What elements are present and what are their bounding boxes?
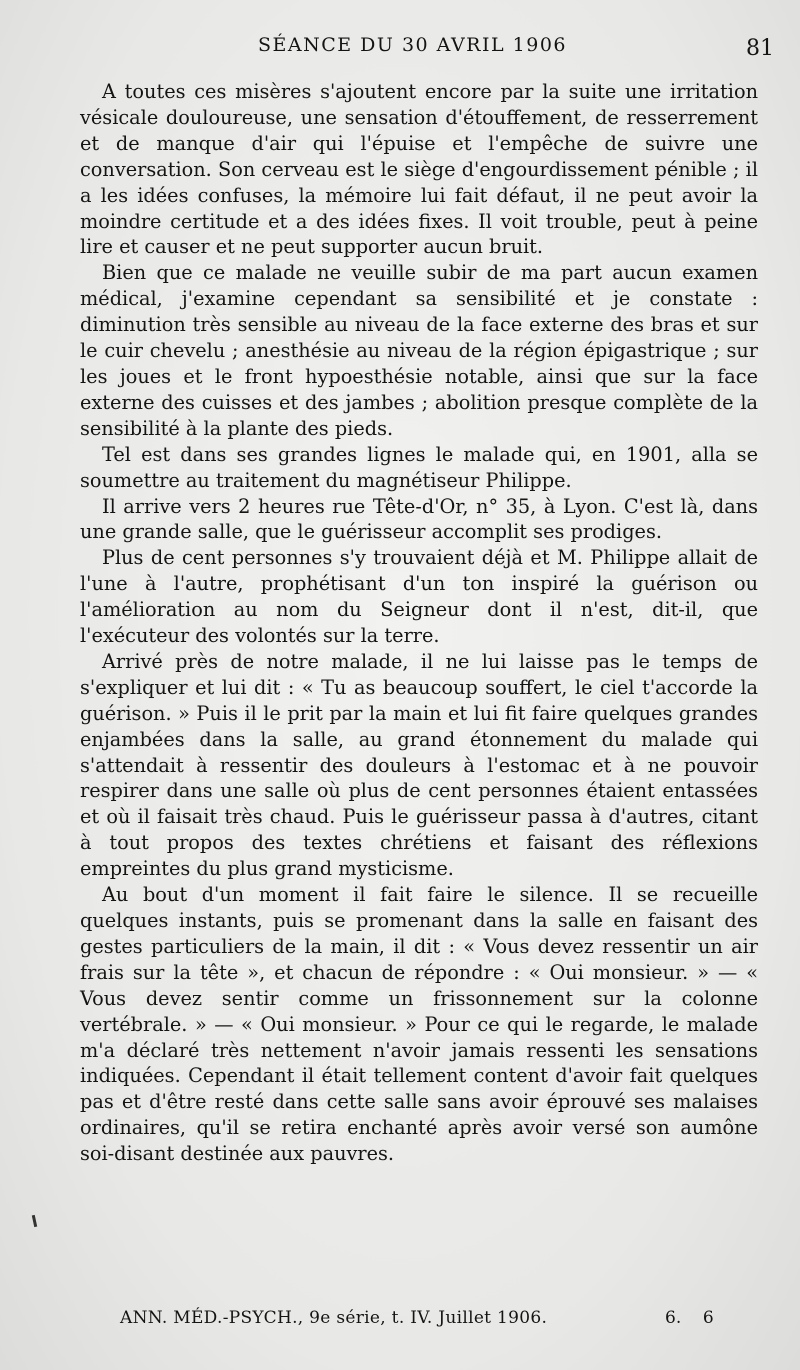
body-text [80, 79, 758, 1167]
paragraph-1: A toutes ces misères s'ajoutent encore par la suite une irritation vésicale douloureuse, une sensation d'étouffement, de resserrement et de manque d'air qui l'épuise et l'empêche de suivre une conversation. Son cerveau est le siège d'engourdissement pénible ; il a les idées confuses, la mémoire lui fait défaut, il ne peut avoir la moindre certitude et a des idées fixes. Il voit trouble, peut à peine lire et causer et ne peut supporter aucun bruit. [80, 80, 758, 259]
page-number: 81 [746, 36, 774, 61]
paragraph-6: Arrivé près de notre malade, il ne lui laisse pas le temps de s'expliquer et lui dit : « Tu as beaucoup souffert, le ciel t'accorde la guérison. » Puis il le prit par la main et lui fit faire quelques grandes enjambées dans la salle, au grand étonnement du malade qui s'attendait à ressentir des douleurs à l'estomac et à ne pouvoir respirer dans une salle où plus de cent personnes étaient entassées et où il faisait très chaud. Puis le guérisseur passa à d'autres, citant à tout propos des textes chrétiens et faisant des réflexions empreintes du plus grand mysticisme. [80, 649, 758, 881]
paragraph-3: Tel est dans ses grandes lignes le malade qui, en 1901, alla se soumettre au traitement du magnétiseur Philippe. [80, 442, 758, 492]
running-head: SÉANCE DU 30 AVRIL 1906 [258, 34, 567, 56]
margin-mark [32, 1215, 37, 1227]
paragraph-4: Il arrive vers 2 heures rue Tête-d'Or, n° 35, à Lyon. C'est là, dans une grande salle, que le guérisseur accomplit ses prodiges. [80, 494, 758, 544]
journal-reference: ANN. MÉD.-PSYCH., 9e série, t. IV. Juillet 1906. [120, 1308, 548, 1328]
page-header [0, 32, 800, 68]
signature-mark: 6. 6 [665, 1308, 714, 1328]
page-footer [0, 1306, 800, 1336]
paragraph-7: Au bout d'un moment il fait faire le silence. Il se recueille quelques instants, puis se promenant dans la salle en faisant des gestes particuliers de la main, il dit : « Vous devez ressentir un air frais sur la tête », et chacun de répondre : « Oui monsieur. » — « Vous devez sentir comme un frissonnement sur la colonne vertébrale. » — « Oui monsieur. » Pour ce qui le regarde, le malade m'a déclaré très nettement n'avoir jamais ressenti les sensations indiquées. Cependant il était tellement content d'avoir fait quelques pas et d'être resté dans cette salle sans avoir éprouvé ses malaises ordinaires, qu'il se retira enchanté après avoir versé son aumône soi-disant destinée aux pauvres. [80, 883, 758, 1166]
paragraph-2: Bien que ce malade ne veuille subir de ma part aucun examen médical, j'examine cependant sa sensibilité et je constate : diminution très sensible au niveau de la face externe des bras et sur le cuir chevelu ; anesthésie au niveau de la région épigastrique ; sur les joues et le front hypoesthésie notable, ainsi que sur la face externe des cuisses et des jambes ; abolition presque complète de la sensibilité à la plante des pieds. [80, 261, 758, 440]
paragraph-5: Plus de cent personnes s'y trouvaient déjà et M. Philippe allait de l'une à l'autre, prophétisant d'un ton inspiré la guérison ou l'amélioration au nom du Seigneur dont il n'est, dit-il, que l'exécuteur des volontés sur la terre. [80, 546, 758, 648]
